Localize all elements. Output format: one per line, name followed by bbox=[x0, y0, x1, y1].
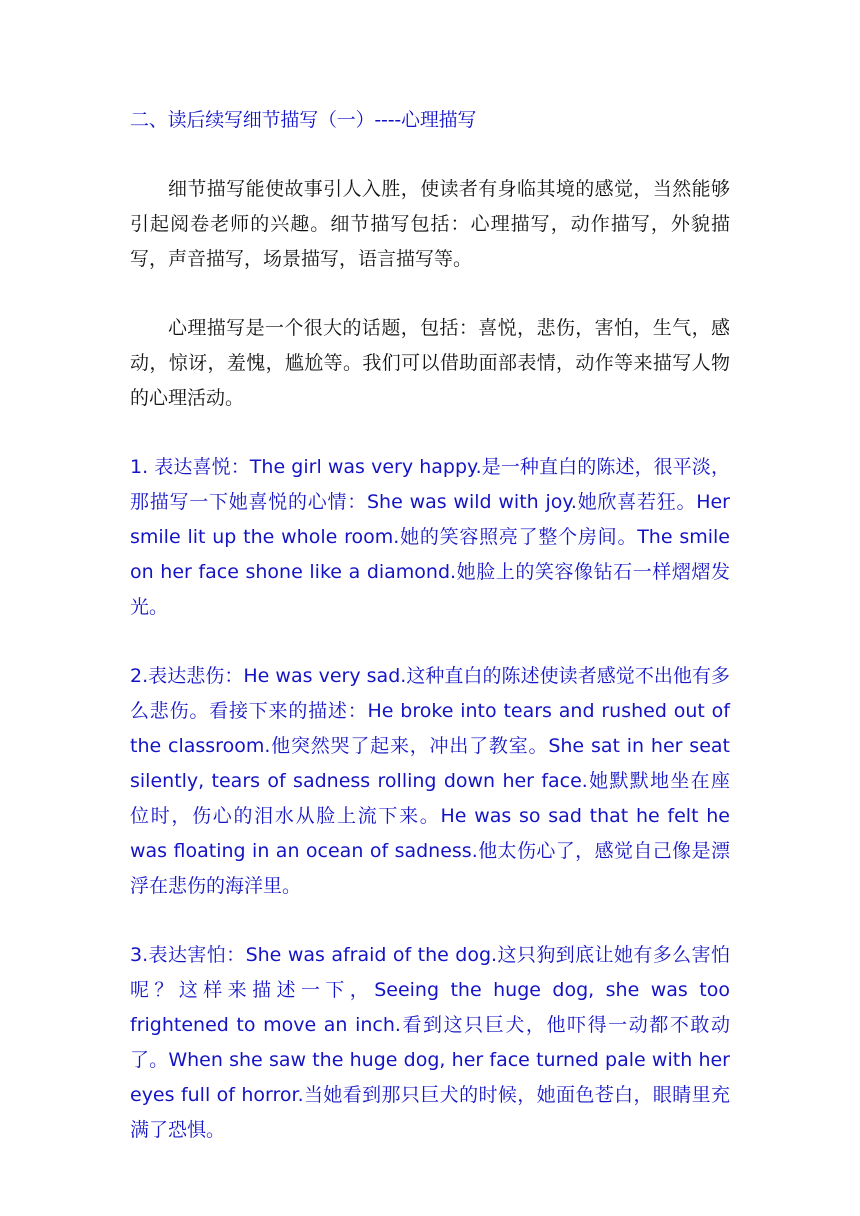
overview-paragraph: 心理描写是一个很大的话题，包括：喜悦，悲伤，害怕，生气，感动，惊讶，羞愧，尴尬等。我们可以借助面部表情，动作等来描写人物的心理活动。 bbox=[130, 317, 730, 409]
sadness-paragraph: 2.表达悲伤：He was very sad.这种直白的陈述使读者感觉不出他有多么悲伤。看接下来的描述：He broke into tears and rushed out of the classroom.他突然哭了起来，冲出了教室。She sat in her seat silently, tears of sadness rolling down her face.她默默地坐在座位时，伤心的泪水从脸上流下来。He was so sad that he felt he was floating in an ocean of sadness.他太伤心了，感觉自己像是漂浮在悲伤的海洋里。 bbox=[130, 665, 730, 897]
intro-paragraph: 细节描写能使故事引人入胜，使读者有身临其境的感觉，当然能够引起阅卷老师的兴趣。细节描写包括：心理描写，动作描写，外貌描写，声音描写，场景描写，语言描写等。 bbox=[130, 178, 730, 270]
section-heading: 二、读后续写细节描写（一）----心理描写 bbox=[130, 109, 477, 131]
document-body bbox=[130, 103, 730, 1148]
fear-paragraph: 3.表达害怕：She was afraid of the dog.这只狗到底让她有多么害怕呢？这样来描述一下，Seeing the huge dog, she was too frightened to move an inch.看到这只巨犬，他吓得一动都不敢动了。When she saw the huge dog, her face turned pale with her eyes full of horror.当她看到那只巨犬的时候，她面色苍白，眼睛里充满了恐惧。 bbox=[130, 944, 730, 1141]
joy-paragraph: 1. 表达喜悦：The girl was very happy.是一种直白的陈述，很平淡，那描写一下她喜悦的心情：She was wild with joy.她欣喜若狂。Her smile lit up the whole room.她的笑容照亮了整个房间。The smile on her face shone like a diamond.她脸上的笑容像钻石一样熠熠发光。 bbox=[130, 456, 730, 618]
